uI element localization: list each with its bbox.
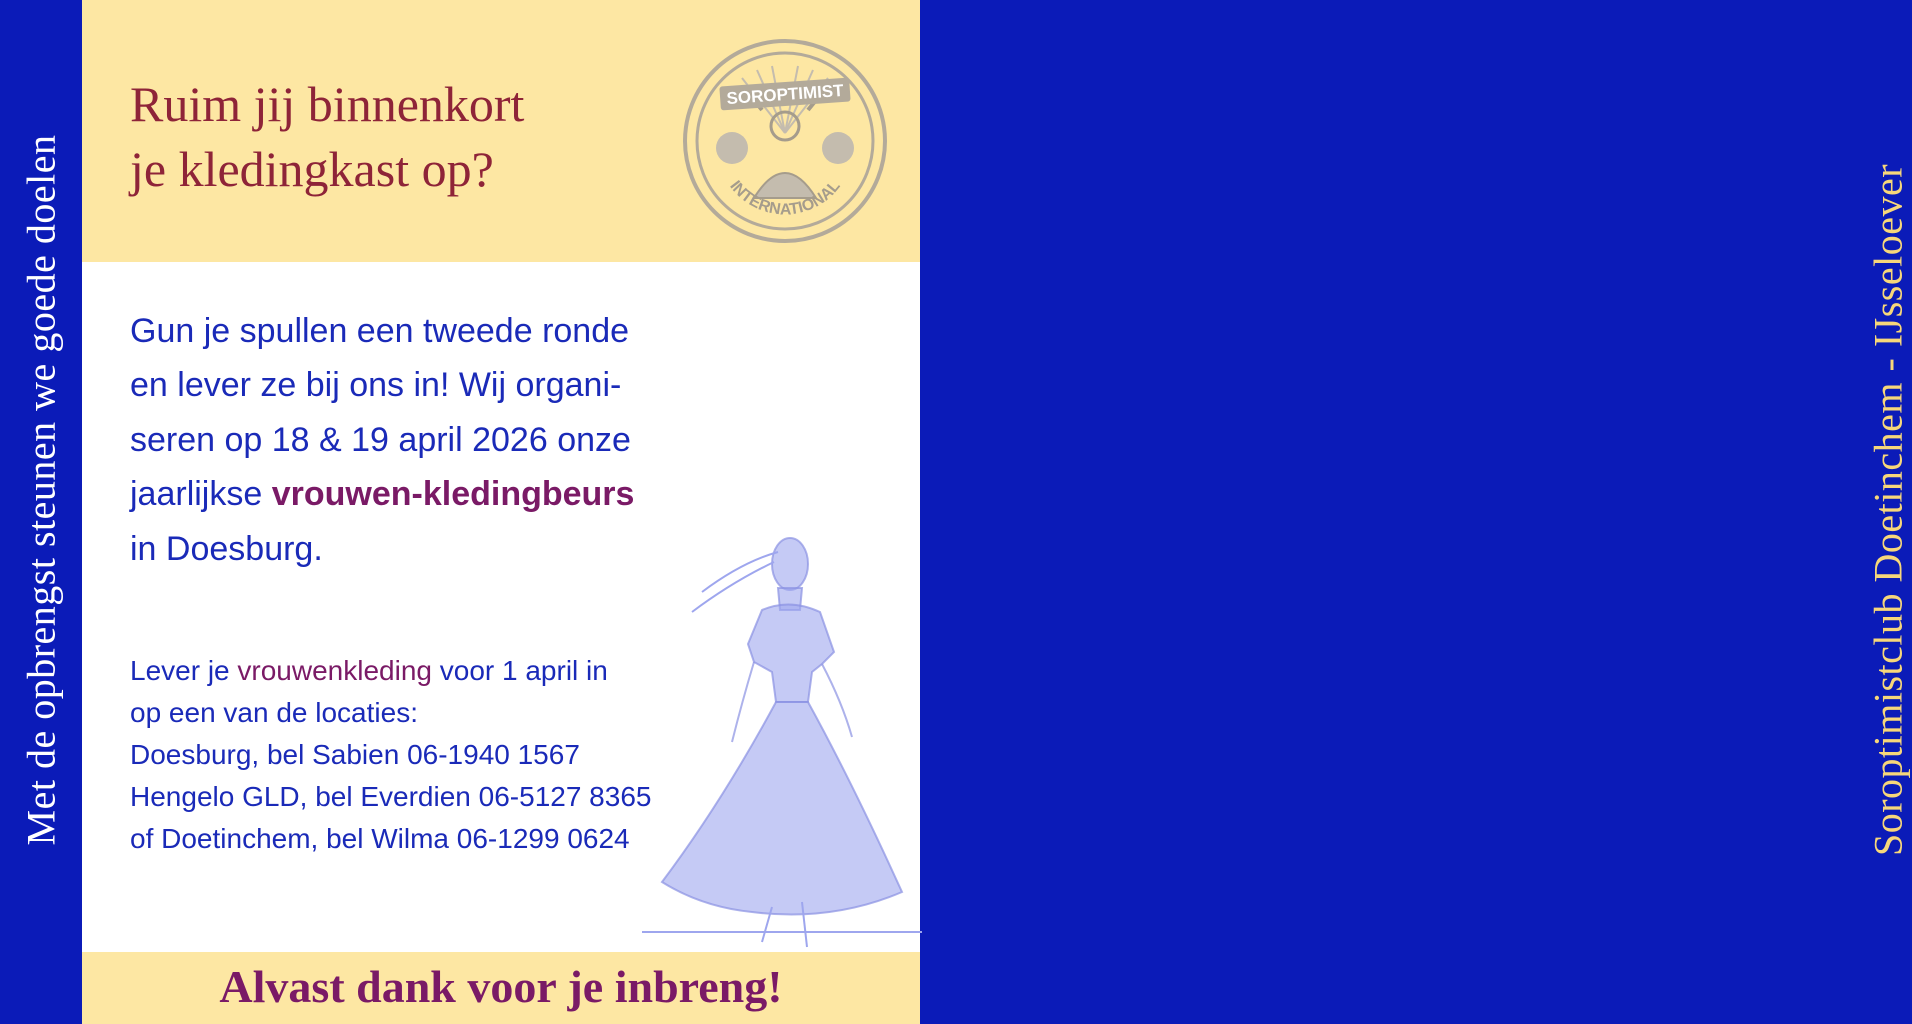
main-line-4-prefix: jaarlijkse — [130, 475, 272, 514]
location-doesburg: Doesburg, bel Sabien 06-1940 1567 — [130, 739, 580, 770]
left-sidebar — [0, 0, 82, 1024]
club-name: Soroptimistclub Doetinchem - IJsseloever — [1865, 163, 1911, 857]
info-highlight: vrouwenkleding — [237, 655, 432, 686]
main-line-3: seren op 18 & 19 april 2026 onze — [130, 420, 631, 459]
main-line-5: in Doesburg. — [130, 529, 323, 568]
logo-top-text: SOROPTIMIST — [725, 80, 845, 109]
main-panel — [82, 262, 920, 952]
thank-you-message: Alvast dank voor je inbreng! — [219, 961, 783, 1012]
main-line-1: Gun je spullen een tweede ronde — [130, 312, 630, 350]
main-line-2: en lever ze bij ons in! Wij organi- — [130, 366, 622, 405]
info-line-1-prefix: Lever je — [130, 655, 238, 686]
info-line-2: op een van de locaties: — [130, 697, 418, 728]
info-line-1-suffix: voor 1 april in — [431, 655, 608, 686]
header-panel — [82, 0, 920, 262]
drop-off-info — [130, 650, 850, 860]
page-title — [130, 72, 650, 202]
right-sidebar — [920, 0, 1911, 1024]
location-hengelo: Hengelo GLD, bel Everdien 06-5127 8365 — [130, 781, 652, 812]
event-name: vrouwen-kledingbeurs — [271, 475, 635, 514]
main-paragraph — [130, 304, 830, 576]
location-doetinchem: of Doetinchem, bel Wilma 06-1299 0624 — [130, 823, 630, 854]
logo-bottom-text: INTERNATIONAL — [726, 177, 844, 219]
soroptimist-logo-icon — [682, 38, 888, 244]
footer-panel — [82, 952, 920, 1024]
title-line-2: je kledingkast op? — [130, 141, 494, 197]
title-line-1: Ruim jij binnenkort — [130, 76, 525, 132]
side-slogan: Met de opbrengst steunen we goede doelen — [18, 134, 64, 846]
